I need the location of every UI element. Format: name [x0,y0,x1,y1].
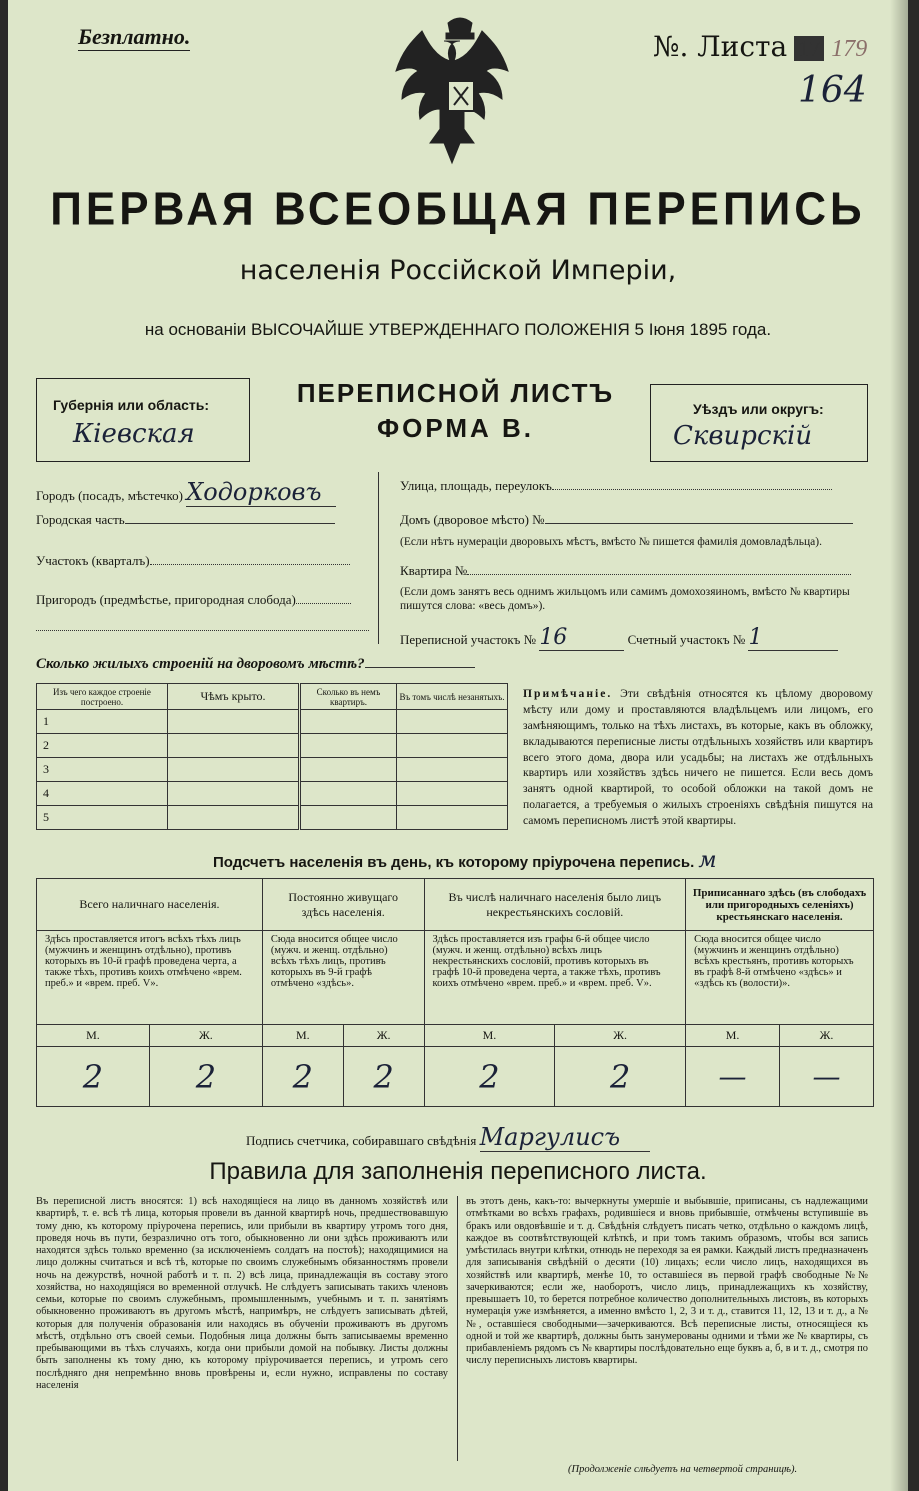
count-desc-row [37,931,874,1025]
province-box [36,378,250,462]
buildings-question-text: Сколько жилыхъ строеній на дворовомъ мѣстѣ? [36,656,365,672]
count-values-row [37,1047,874,1107]
apartment-note: (Если домъ занятъ весь однимъ жильцомъ или самимъ домохозяиномъ, вмѣсто № квартиры пишутся слова: «весь домъ»). [400,586,850,613]
buildings-row-number: 3 [37,758,168,782]
imperial-eagle-emblem [388,15,533,175]
district-label: Уѣздъ или округъ: [693,401,824,417]
province-value: Кіевская [73,419,195,449]
buildings-row [37,758,508,782]
note-title: Примѣчаніе. [523,687,613,700]
suburb-field [36,592,351,608]
sheet-number-pencil: 179 [831,36,868,62]
count-f-label: Ж. [555,1025,686,1047]
counting-district-label: Счетный участокъ № [627,632,746,647]
buildings-row [37,710,508,734]
census-district-field [400,625,838,651]
buildings-header-apartments: Сколько въ немъ квартиръ. [300,684,397,710]
count-title: Подсчетъ населенія въ день, къ которому пріурочена перепись. [213,854,695,871]
count-desc-peasant: Сюда вносится общее число (мужчинъ и женщинъ отдѣльно) всѣхъ крестьянъ, противъ которыхъ въ графѣ 8-й отмѣчено «здѣсь» и «здѣсь къ (волости)». [686,931,874,1025]
street-label: Улица, площадь, переулокъ [400,478,552,493]
count-peasant-m: — [686,1047,780,1107]
buildings-row-number: 2 [37,734,168,758]
city-label: Городъ (посадъ, мѣстечко) [36,488,183,503]
street-field [400,478,832,494]
sheet-number [653,30,867,64]
count-desc-permanent: Сюда вносится общее число (мужч. и женщ. отдѣльно) всѣхъ тѣхъ лицъ, противъ которыхъ въ 9-й графѣ отмѣчено «здѣсь». [262,931,424,1025]
form-name: ФОРМА В. [376,413,535,443]
buildings-header-material: Изъ чего каждое строеніе построено. [37,684,168,710]
apartment-label: Квартира № [400,563,468,578]
buildings-row-number: 5 [37,806,168,830]
count-f-label: Ж. [343,1025,424,1047]
count-f-label: Ж. [149,1025,262,1047]
buildings-row-number: 4 [37,782,168,806]
count-title-handwritten: м [698,848,717,873]
count-non-peasant-m: 2 [424,1047,555,1107]
sheet-number-label: №. Листа [653,30,788,63]
buildings-row-number: 1 [37,710,168,734]
precinct-field [36,553,350,569]
count-total-m: 2 [37,1047,150,1107]
count-m-label: М. [424,1025,555,1047]
city-part-label: Городская часть [36,512,125,527]
count-header-total: Всего наличнаго населенія. [37,879,263,931]
count-peasant-f: — [779,1047,873,1107]
page-subtitle: населенія Россійской Имперіи, [239,255,677,286]
house-field [400,512,853,528]
signature-label: Подпись счетчика, собиравшаго свѣдѣнія [246,1133,477,1148]
district-box [650,384,868,462]
buildings-row [37,806,508,830]
count-m-label: М. [686,1025,780,1047]
count-desc-non-peasant: Здѣсь проставляется изъ графы 6-й общее число (мужч. и женщ. отдѣльно) всѣхъ лицъ некрестьянскихъ сословій, противъ которыхъ въ графѣ 10-й проведена черта, а также тѣхъ, противъ коихъ отмѣчено «врем. преб.» и «врем. преб. V». [424,931,686,1025]
house-label: Домъ (дворовое мѣсто) № [400,512,545,527]
count-title-line [213,848,717,873]
buildings-header-roof: Чѣмъ крыто. [168,684,300,710]
count-permanent-f: 2 [343,1047,424,1107]
count-sex-row [37,1025,874,1047]
buildings-header-row [37,684,508,710]
count-total-f: 2 [149,1047,262,1107]
buildings-header-vacant: Въ томъ числѣ незанятыхъ. [397,684,508,710]
sheet-number-struck: 17 [794,36,824,61]
census-district-label: Переписной участокъ № [400,632,537,647]
count-non-peasant-f: 2 [555,1047,686,1107]
form-title-block [273,378,638,444]
count-permanent-m: 2 [262,1047,343,1107]
city-part-field [36,512,335,528]
rules-left: Въ переписной листъ вносятся: 1) всѣ находящіеся на лицо въ данномъ хозяйствѣ или квартирѣ, т. е. всѣ тѣ лица, которыя провели въ данной квартирѣ ночь, предшествовавшую тому дню, къ которому пріурочена перепись, или прибыли въ квартиру утромъ того дня, проведя ночь въ пути, безразлично отъ того, обыкновенно ли они здѣсь проживаютъ или находятся здѣсь только временно (за исключеніемъ солдатъ на постоѣ); находящимися на лицо должны считаться и всѣ тѣ, которые по своимъ служебнымъ обязанностямъ провели ночь на дежурствѣ, ночной работѣ и т. п. 2) всѣ лица, принадлежащія въ составу этого хозяйства, но находящіяся во временной отлучкѣ. Не слѣдуетъ записывать такихъ членовъ семьи, которые по своимъ служебнымъ, промышленнымъ, учебнымъ и т. п. занятіямъ обыкновенно проживаютъ въ другомъ мѣстѣ, напримѣръ, не слѣдуетъ записывать дѣтей, которыя для полученія образованія или находясь въ обученіи проживаютъ въ другомъ мѣстѣ, отдѣльно отъ своей семьи. Подобныя лица должны быть записываемы временно пребывающими въ тѣхъ случаяхъ, когда они прибыли домой на побывку. Листы должны быть заполнены къ тому дню, къ которому пріурочивается перепись, и утромъ сего послѣдняго дня непремѣнно вновь провѣрены и, если нужно, исправлены по составу населенія [36,1196,448,1391]
note-text: Эти свѣдѣнія относятся къ цѣлому дворовому мѣсту или дому и проставляются владѣльцемъ или лицомъ, его замѣняющимъ, только на тѣхъ листахъ, въ которые, какъ въ обложку, вкладываются переписные листы отдѣльныхъ хозяйствъ или квартиръ всего этого дома, двора или усадьбы; на листахъ же отдѣльныхъ квартиръ или хозяйствъ здѣсь ничего не пишется. Если весь домъ занятъ одной квартирой, то особой обложки на такой домъ не полагается, а требуемыя о жилыхъ строеніяхъ свѣдѣнія пишутся на самомъ переписномъ листѣ этой квартиры. [523,687,873,827]
count-header-row [37,879,874,931]
buildings-row [37,734,508,758]
rules-right: въ этотъ день, какъ-то: вычеркнуты умершіе и выбывшіе, приписаны, съ надлежащими отмѣтками во всѣхъ графахъ, родившіеся и вновь прибывшіе, отмѣчены вступившіе въ бракъ или овдовѣвшіе и т. д. Свѣдѣнія слѣдуетъ писать четко, отдѣльно о каждомъ лицѣ, каждое въ соотвѣтствующей клѣткѣ, и при томъ такимъ образомъ, чтобы вся запись умѣстилась внутри клѣтки, отнюдь не переходя за ея рамки. Каждый листъ предназначенъ для записыванія свѣдѣній о десяти (10) лицахъ; если число лицъ, находящихся въ хозяйствѣ или квартирѣ, менѣе 10, то оставшіеся въ первой графѣ свободные №№ зачеркиваются; если же, наоборотъ, число лицъ, принадлежащихъ къ хозяйству, превышаетъ 10, то берется потребное количество дополнительныхъ листовъ, въ которыхъ нумерація уже измѣняется, а именно вмѣсто 1, 2, 3 и т. д., ставится 11, 12, 13 и т. д., а №№, оставшіеся свободными—зачеркиваются. Всѣ переписные листы, относящіеся къ одной и той же квартирѣ, должны быть занумерованы одними и тѣми же № квартиры, съ прибавленіемъ рядомъ съ № квартиры послѣдовательно еще буквъ а, б, в и т. д., смотря по числу переписныхъ листовъ квартиры. [466,1196,868,1367]
note-block [523,686,873,829]
count-header-non-peasant: Въ числѣ наличнаго населенія было лицъ некрестьянскихъ сословій. [424,879,686,931]
sheet-number-handwritten: 164 [798,70,867,111]
buildings-row [37,782,508,806]
city-value: Ходорковъ [186,478,336,507]
apartment-field [400,563,851,579]
free-label: Безплатно. [78,24,191,49]
count-header-peasant: Приписаннаго здѣсь (въ слободахъ или пригородныхъ селеніяхъ) крестьянскаго населенія. [686,879,874,931]
census-sheet [8,0,908,1491]
signature-value: Маргулисъ [480,1123,650,1152]
rules-title: Правила для заполненія переписного листа. [209,1158,707,1185]
count-table [36,878,874,1107]
suburb-label: Пригородъ (предмѣстье, пригородная слобода) [36,592,296,607]
rules-continued: (Продолженіе слѣдуетъ на четвертой страницѣ). [568,1464,798,1475]
count-header-permanent: Постоянно живущаго здѣсь населенія. [262,879,424,931]
province-label: Губернія или область: [53,397,210,413]
house-note: (Если нѣтъ нумераціи дворовыхъ мѣстъ, вмѣсто № пишется фамилія домовладѣльца). [400,536,822,548]
buildings-question [36,656,475,673]
counting-district-value: 1 [748,625,838,651]
count-m-label: М. [37,1025,150,1047]
district-value: Сквирскій [673,421,813,451]
page-title: ПЕРВАЯ ВСЕОБЩАЯ ПЕРЕПИСЬ [50,183,866,236]
decree-line: на основаніи ВЫСОЧАЙШЕ УТВЕРЖДЕННАГО ПОЛОЖЕНІЯ 5 Іюня 1895 года. [144,320,772,339]
buildings-table [36,683,508,830]
count-f-label: Ж. [779,1025,873,1047]
count-desc-total: Здѣсь проставляется итогъ всѣхъ тѣхъ лицъ (мужчинъ и женщинъ отдѣльно), противъ которыхъ въ 10-й графѣ проведена черта, а также тѣхъ, противъ коихъ отмѣчено «врем. преб.» и «врем. преб. V». [37,931,263,1025]
precinct-label: Участокъ (кварталъ) [36,553,150,568]
form-title: ПЕРЕПИСНОЙ ЛИСТЪ [296,378,615,408]
city-field [36,478,336,507]
count-m-label: М. [262,1025,343,1047]
census-district-value: 16 [539,625,624,651]
signature-line [246,1123,650,1152]
